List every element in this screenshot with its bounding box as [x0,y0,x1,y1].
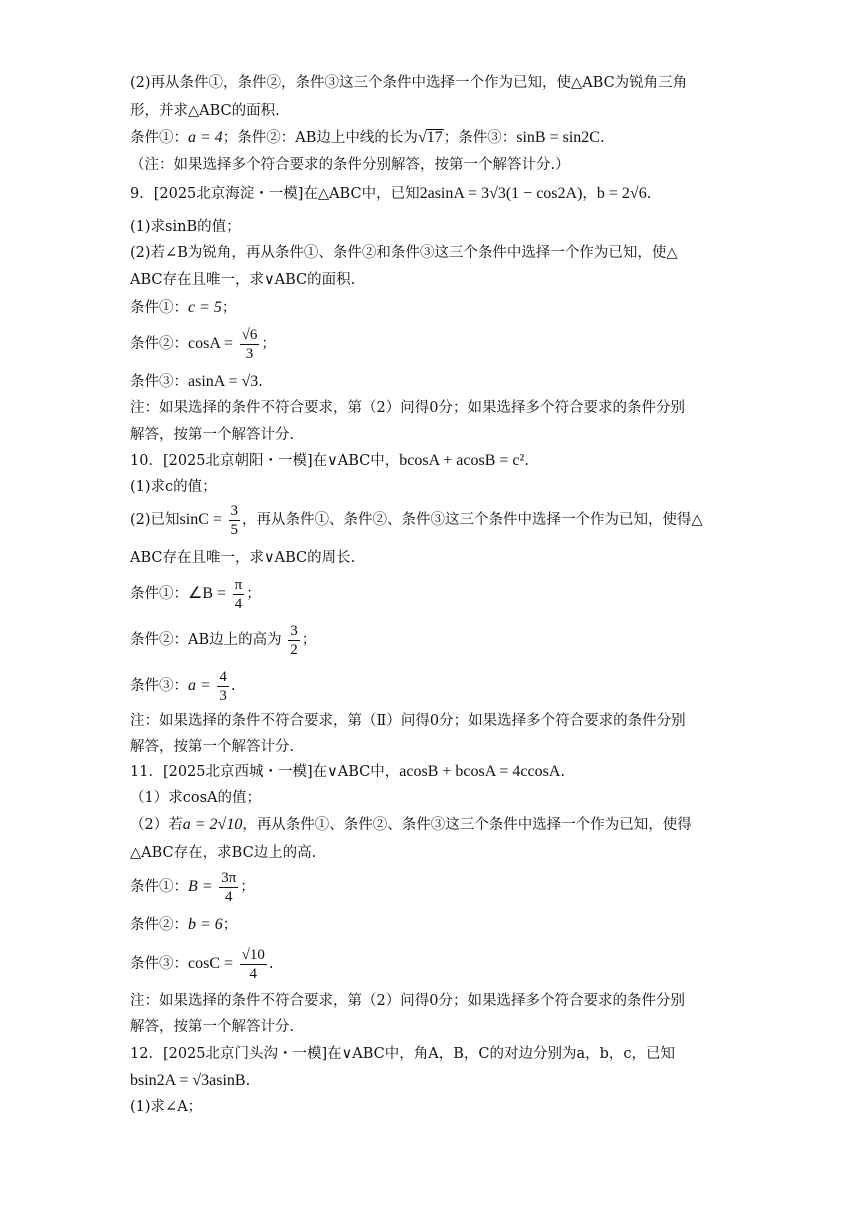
q11-part1: （1）求cosA的值； [130,790,261,806]
q9-condition-3: 条件③：asinA = √3. [130,373,263,390]
q9-note-line1: 注：如果选择的条件不符合要求，第（2）问得0分；如果选择多个符合要求的条件分别 [130,400,685,416]
q9-part2-line1: (2)若∠B为锐角，再从条件①、条件②和条件③这三个条件中选择一个作为已知，使△ [130,245,678,261]
q10-part1: (1)求c的值； [130,479,217,495]
q11-condition-2: 条件②：b = 6； [130,916,238,933]
q10-condition-3: 条件③：a = $\frac{4}{3}$ . [130,668,236,704]
q10-condition-2: 条件②：AB边上的高为 $\frac{3}{2}$ ； [130,622,317,658]
q9-stem: 9．[2025北京海淀・一模]在△ABC中，已知2asinA = 3√3(1 − cos2A)，b = 2√6. [130,185,652,202]
q8-part2-line1: (2)再从条件①，条件②，条件③这三个条件中选择一个作为已知，使△ABC为锐角三角 [130,75,688,91]
fraction: $\frac{3}{5}$ [230,502,239,538]
fraction: $\frac{3}{2}$ [290,622,298,658]
q11-condition-3: 条件③：cosC = $\frac{√10}{4}$ . [130,946,274,982]
fraction: $\frac{\pi}{4}$ [234,576,243,612]
q12-part1: (1)求∠A； [130,1099,203,1115]
q11-condition-1: 条件①：B = $\frac{3\pi}{4}$ ； [130,869,255,905]
q10-condition-1: 条件①：∠B = $\frac{\pi}{4}$ ； [130,576,261,612]
q11-note-line1: 注：如果选择的条件不符合要求，第（2）问得0分；如果选择多个符合要求的条件分别 [130,993,685,1009]
fraction: $\frac{√10}{4}$ [241,946,265,982]
fraction: $\frac{√6}{3}$ [241,326,258,362]
q11-part2-line1: （2）若a = 2√10，再从条件①、条件②、条件③这三个条件中选择一个作为已知，使得 [130,816,692,833]
q9-condition-2: 条件②：cosA = $\frac{√6}{3}$ ； [130,326,276,362]
q9-part1: (1)求sinB的值； [130,219,241,235]
q8-note: （注：如果选择多个符合要求的条件分别解答，按第一个解答计分.） [130,157,570,173]
q11-note-line2: 解答，按第一个解答计分. [130,1019,295,1035]
q10-note-line1: 注：如果选择的条件不符合要求，第（Ⅱ）问得0分；如果选择多个符合要求的条件分别 [130,713,686,729]
q8-part2-line2: 形，并求△ABC的面积. [130,103,280,119]
q11-stem: 11．[2025北京西城・一模]在∨ABC中，acosB + bcosA = 4ccosA. [130,763,566,780]
q9-note-line2: 解答，按第一个解答计分. [130,427,295,443]
q11-part2-line2: △ABC存在，求BC边上的高. [130,845,317,861]
q10-part2-line1: (2)已知sinC = $\frac{3}{5}$ ，再从条件①、条件②、条件③这三个条件中选择一个作为已知，使得△ [130,502,703,538]
fraction: $\frac{3\pi}{4}$ [221,869,237,905]
q12-stem-line2: bsin2A = √3asinB. [130,1072,251,1089]
q10-part2-line2: ABC存在且唯一，求∨ABC的周长. [130,550,356,566]
q12-stem-line1: 12．[2025北京门头沟・一模]在∨ABC中，角A，B，C的对边分别为a，b，c，已知 [130,1046,676,1062]
q10-stem: 10．[2025北京朝阳・一模]在∨ABC中，bcosA + acosB = c². [130,452,529,469]
q8-conditions: 条件①：a = 4；条件②：AB边上中线的长为√17；条件③：sinB = sin2C. [130,129,605,146]
fraction: $\frac{4}{3}$ [219,668,227,704]
q9-condition-1: 条件①：c = 5； [130,299,237,316]
q9-part2-line2: ABC存在且唯一，求∨ABC的面积. [130,272,356,288]
q10-note-line2: 解答，按第一个解答计分. [130,739,295,755]
